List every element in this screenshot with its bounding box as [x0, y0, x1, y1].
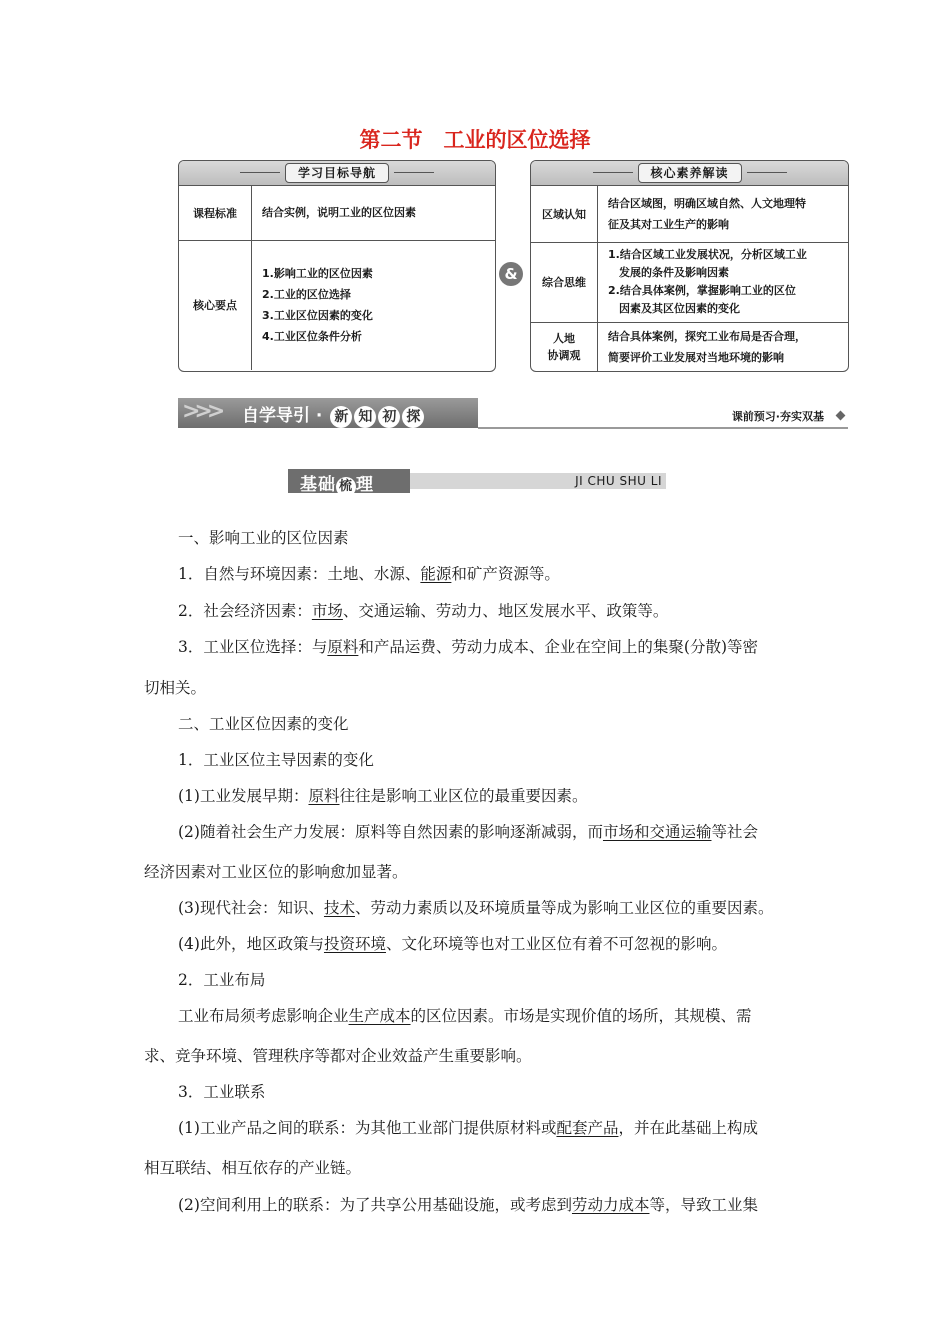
row-line: 征及其对工业生产的影响	[608, 217, 729, 231]
paragraph: (1)工业产品之间的联系：为其他工业部门提供原材料或配套产品，并在此基础上构成	[178, 1119, 758, 1137]
row-line: 结合区域图，明确区域自然、人文地理特	[608, 196, 806, 210]
paragraph: (4)此外，地区政策与投资环境、文化环境等也对工业区位有着不可忽视的影响。	[178, 935, 727, 953]
paragraph-cont: 经济因素对工业区位的影响愈加显著。	[144, 863, 408, 881]
banner-part1: 自学导引	[242, 406, 310, 426]
paragraph: (2)随着社会生产力发展：原料等自然因素的影响逐渐减弱，而市场和交通运输等社会	[178, 823, 758, 841]
paragraph: 3．工业区位选择：与原料和产品运费、劳动力成本、企业在空间上的集聚(分散)等密	[178, 638, 758, 656]
section-banner	[178, 398, 848, 430]
row-key: 区域认知	[531, 186, 598, 242]
subheading: 1．工业区位主导因素的变化	[178, 751, 374, 769]
core-point: 2.工业的区位选择	[262, 288, 351, 302]
banner-char: 新	[330, 406, 352, 428]
row-key: 综合思维	[531, 242, 598, 322]
paragraph: (2)空间利用上的联系：为了共享公用基础设施，或考虑到劳动力成本等，导致工业集	[178, 1196, 758, 1214]
paragraph-cont: 求、竞争环境、管理秩序等都对企业效益产生重要影响。	[144, 1047, 532, 1065]
chevron-right-icon: >>>	[182, 399, 220, 424]
blank-answer: 技术	[323, 899, 355, 917]
row-line: 2.结合具体案例，掌握影响工业的区位	[608, 284, 796, 297]
row-line: 结合具体案例，探究工业布局是否合理，	[608, 330, 806, 344]
core-point: 4.工业区位条件分析	[262, 330, 362, 344]
diamond-icon	[836, 411, 846, 421]
row-value: 结合实例，说明工业的区位因素	[262, 206, 416, 220]
sub-banner-char: 梳	[336, 477, 356, 497]
paragraph-cont: 切相关。	[144, 679, 207, 697]
page-title: 第二节 工业的区位选择	[359, 128, 591, 152]
blank-answer: 原料	[327, 638, 359, 656]
subheading: 3．工业联系	[178, 1083, 266, 1101]
row-line: 发展的条件及影响因素	[608, 266, 729, 279]
sub-banner-char: 基	[300, 475, 318, 495]
row-key: 协调观	[547, 349, 581, 363]
row-key: 课程标准	[179, 186, 252, 240]
paragraph-cont: 相互联结、相互依存的产业链。	[144, 1159, 362, 1177]
row-line: 简要评价工业发展对当地环境的影响	[608, 351, 784, 365]
row-key: 核心要点	[179, 240, 252, 370]
heading-2: 二、工业区位因素的变化	[178, 715, 349, 733]
paragraph: 1．自然与环境因素：土地、水源、能源和矿产资源等。	[178, 565, 560, 583]
core-literacy-box	[530, 160, 849, 372]
blank-answer: 原料	[308, 787, 340, 805]
banner-char: 探	[402, 406, 424, 428]
learning-goals-header: 学习目标导航	[285, 163, 389, 183]
blank-answer: 生产成本	[348, 1007, 411, 1025]
blank-answer: 配套产品	[556, 1119, 619, 1137]
core-point: 1.影响工业的区位因素	[262, 267, 373, 281]
ampersand-icon: &	[499, 262, 523, 286]
heading-1: 一、影响工业的区位因素	[178, 529, 349, 547]
paragraph: (1)工业发展早期：原料往往是影响工业区位的最重要因素。	[178, 787, 588, 805]
blank-answer: 能源	[420, 565, 452, 583]
sub-banner-char: 础	[318, 475, 336, 495]
paragraph: 2．社会经济因素：市场、交通运输、劳动力、地区发展水平、政策等。	[178, 602, 669, 620]
banner-char: 初	[378, 406, 400, 428]
core-literacy-header: 核心素养解读	[637, 163, 741, 183]
blank-answer: 市场和交通运输	[602, 823, 712, 841]
blank-answer: 市场	[311, 602, 343, 620]
banner-dot: ·	[315, 406, 323, 426]
subheading: 2．工业布局	[178, 971, 266, 989]
paragraph: 工业布局须考虑影响企业生产成本的区位因素。市场是实现价值的场所，其规模、需	[178, 1007, 752, 1025]
core-point: 3.工业区位因素的变化	[262, 309, 373, 323]
banner-subtitle: 课前预习·夯实双基	[731, 410, 824, 423]
paragraph: (3)现代社会：知识、技术、劳动力素质以及环境质量等成为影响工业区位的重要因素。	[178, 899, 774, 917]
sub-banner-pinyin: JI CHU SHU LI	[575, 474, 662, 488]
sub-banner-char: 理	[356, 475, 374, 495]
sub-banner	[288, 469, 666, 493]
row-key: 人地	[553, 332, 575, 346]
blank-answer: 投资环境	[323, 935, 386, 953]
banner-char: 知	[354, 406, 376, 428]
row-line: 1.结合区域工业发展状况，分析区域工业	[608, 248, 807, 261]
row-line: 因素及其区位因素的变化	[608, 302, 740, 315]
blank-answer: 劳动力成本	[571, 1196, 650, 1214]
learning-goals-box	[178, 160, 496, 372]
